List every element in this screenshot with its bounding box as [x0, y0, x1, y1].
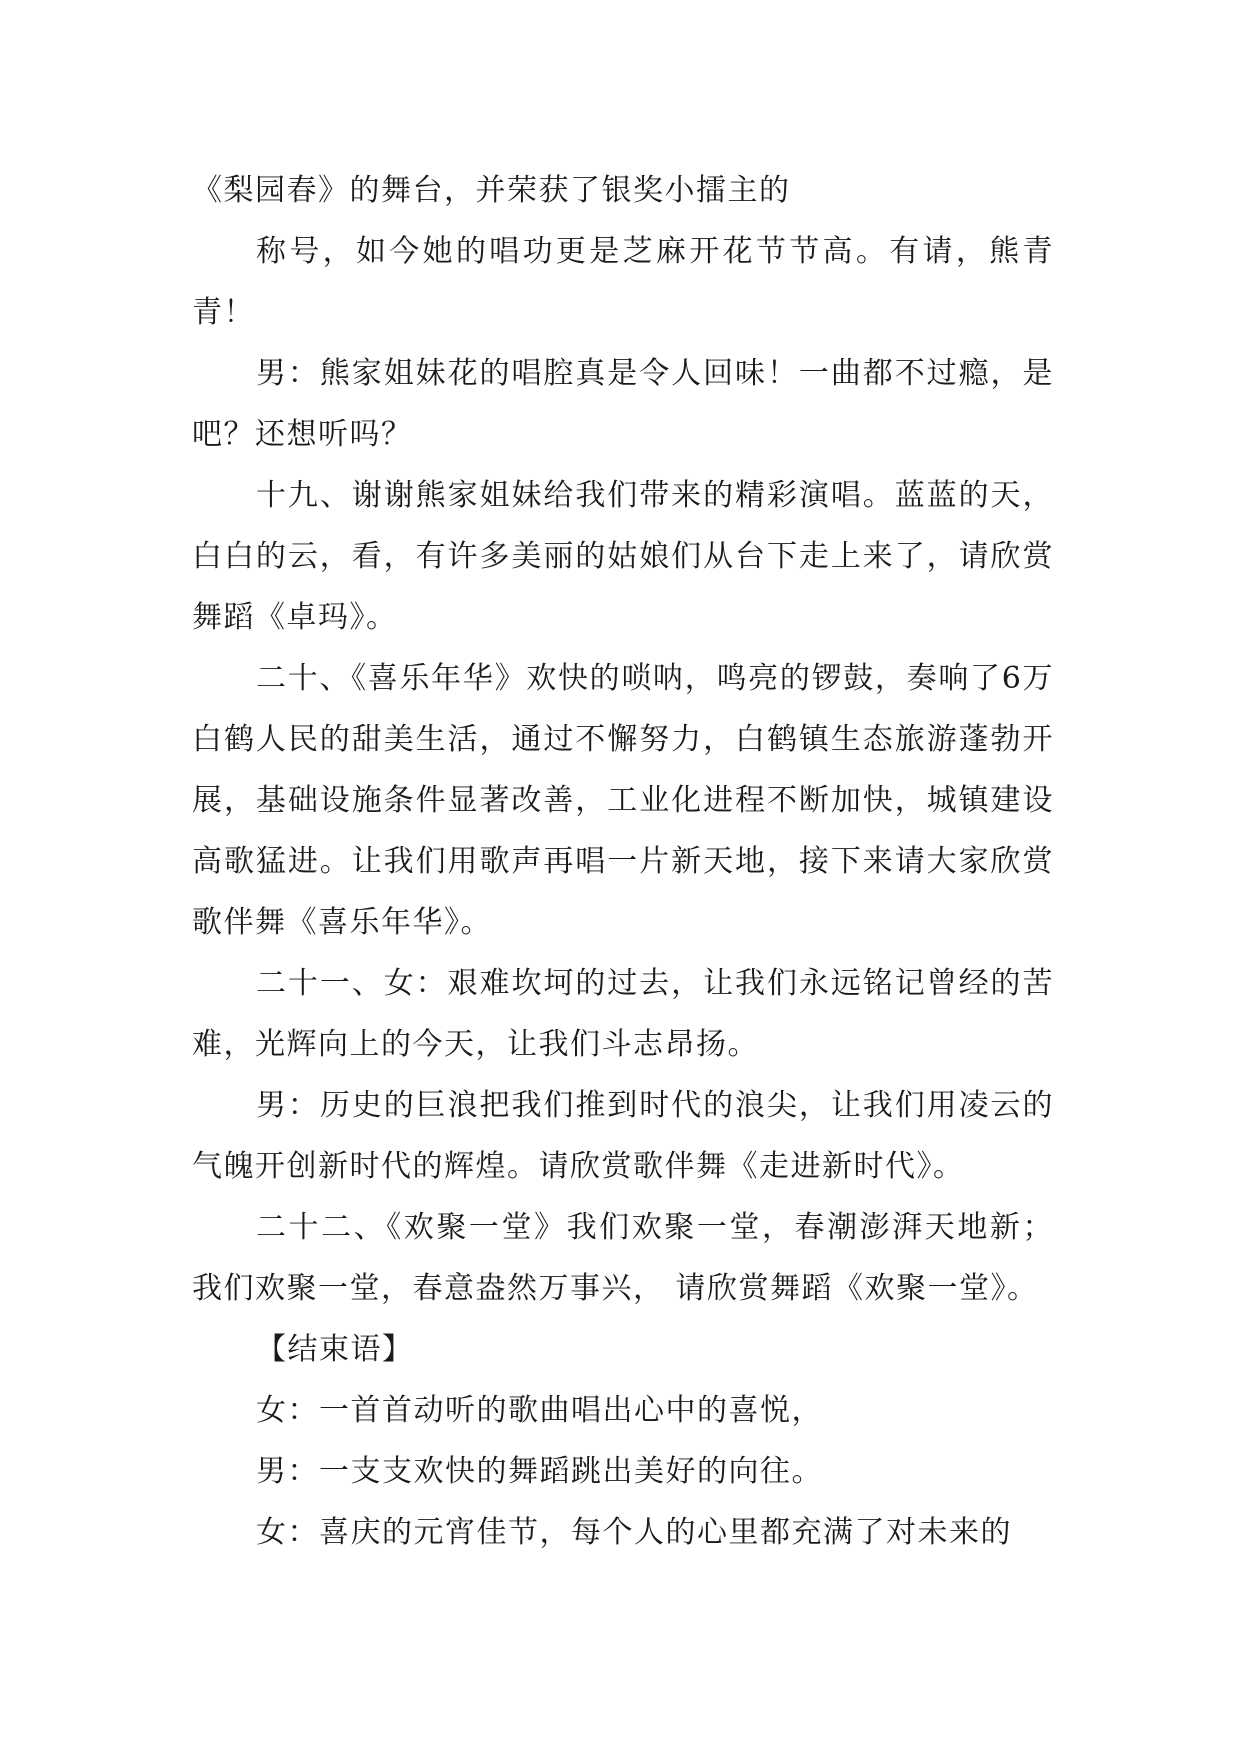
paragraph-12: 女：喜庆的元宵佳节，每个人的心里都充满了对未来的 [256, 1515, 1012, 1550]
paragraph-5: 二十、《喜乐年华》欢快的唢呐，鸣亮的锣鼓，奏响了6万白鹤人民的甜美生活，通过不懈努力，白鹤镇生态旅游蓬勃开展，基础设施条件显著改善，工业化进程不断加快，城镇建设高歌猛进。让我们用歌声再唱一片新天地，接下来请大家欣赏歌伴舞《喜乐年华》。 [192, 661, 1054, 940]
paragraph-10: 女：一首首动听的歌曲唱出心中的喜悦， [256, 1393, 823, 1428]
paragraph-6: 二十一、女：艰难坎坷的过去，让我们永远铭记曾经的苦难，光辉向上的今天，让我们斗志昂扬。 [192, 966, 1054, 1062]
paragraph-4: 十九、谢谢熊家姐妹给我们带来的精彩演唱。蓝蓝的天，白白的云，看，有许多美丽的姑娘们从台下走上来了，请欣赏舞蹈《卓玛》。 [192, 478, 1054, 635]
paragraph-2: 称号，如今她的唱功更是芝麻开花节节高。有请，熊青青！ [192, 234, 1054, 330]
paragraph-7: 男：历史的巨浪把我们推到时代的浪尖，让我们用凌云的气魄开创新时代的辉煌。请欣赏歌伴舞《走进新时代》。 [192, 1088, 1054, 1184]
document-body [192, 160, 1054, 1563]
section-heading-closing: 【结束语】 [256, 1332, 414, 1367]
paragraph-3: 男：熊家姐妹花的唱腔真是令人回味！一曲都不过瘾，是吧？还想听吗？ [192, 356, 1054, 452]
paragraph-11: 男：一支支欢快的舞蹈跳出美好的向往。 [256, 1454, 823, 1489]
paragraph-8: 二十二、《欢聚一堂》我们欢聚一堂，春潮澎湃天地新；我们欢聚一堂，春意盎然万事兴， 请欣赏舞蹈《欢聚一堂》。 [192, 1210, 1054, 1306]
paragraph-1: 《梨园春》的舞台，并荣获了银奖小擂主的 [192, 173, 791, 208]
